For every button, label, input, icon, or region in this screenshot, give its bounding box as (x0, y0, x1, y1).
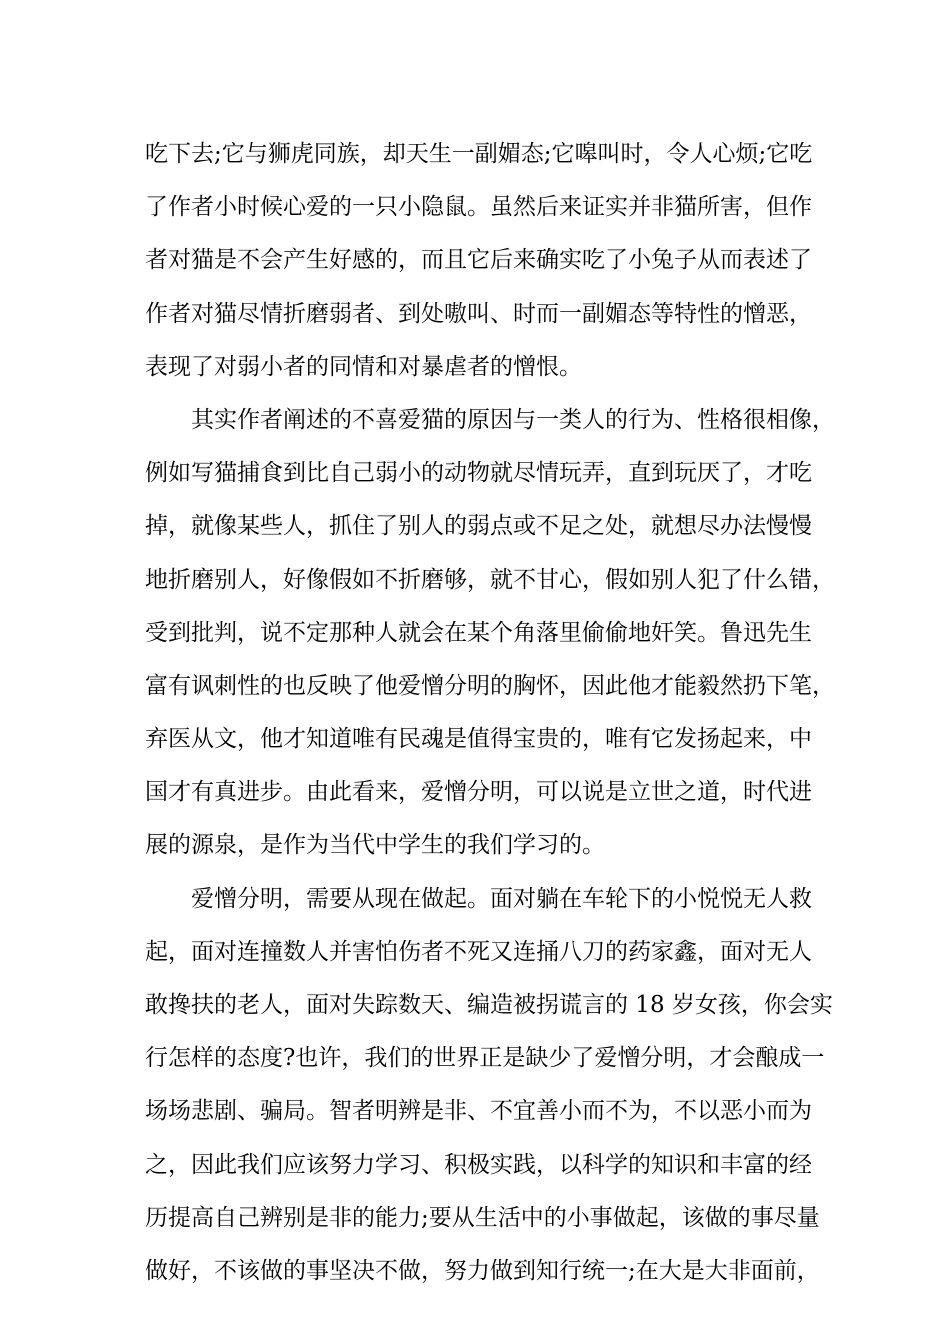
text-line: 受到批判，说不定那种人就会在某个角落里偷偷地奸笑。鲁迅先生 (145, 619, 812, 646)
text-line: 吃下去;它与狮虎同族，却天生一副媚态;它嗥叫时，令人心烦;它吃 (145, 141, 813, 167)
text-line: 地折磨别人，好像假如不折磨够，就不甘心，假如别人犯了什么错， (145, 566, 835, 593)
text-line: 掉，就像某些人，抓住了别人的弱点或不足之处，就想尽办法慢慢 (145, 513, 812, 540)
paragraph-first-line: 爱憎分明，需要从现在做起。面对躺在车轮下的小悦悦无人救 (191, 885, 812, 912)
text-line: 起，面对连撞数人并害怕伤者不死又连捅八刀的药家鑫，面对无人 (145, 938, 812, 965)
text-line: 表现了对弱小者的同情和对暴虐者的憎恨。 (145, 353, 582, 380)
text-line: 富有讽刺性的也反映了他爱憎分明的胸怀，因此他才能毅然扔下笔， (145, 672, 835, 699)
text-line: 作者对猫尽情折磨弱者、到处嗷叫、时而一副媚态等特性的憎恶， (145, 300, 812, 327)
text-line: 展的源泉，是作为当代中学生的我们学习的。 (145, 832, 605, 859)
text-line: 历提高自己辨别是非的能力;要从生活中的小事做起，该做的事尽量 (145, 1204, 820, 1231)
paragraph-first-line: 其实作者阐述的不喜爱猫的原因与一类人的行为、性格很相像， (191, 406, 835, 433)
text-line: 做好，不该做的事坚决不做，努力做到知行统一;在大是大非面前， (145, 1257, 820, 1284)
text-line: 敢搀扶的老人，面对失踪数天、编造被拐谎言的 18 岁女孩，你会实 (145, 992, 833, 1018)
text-line: 国才有真进步。由此看来，爱憎分明，可以说是立世之道，时代进 (145, 779, 812, 806)
essay-body (145, 128, 835, 1298)
text-line: 者对猫是不会产生好感的，而且它后来确实吃了小兔子从而表述了 (145, 247, 812, 274)
text-line: 了作者小时候心爱的一只小隐鼠。虽然后来证实并非猫所害，但作 (145, 194, 812, 221)
text-line: 之，因此我们应该努力学习、积极实践，以科学的知识和丰富的经 (145, 1151, 812, 1178)
text-line: 场场悲剧、骗局。智者明辨是非、不宜善小而不为，不以恶小而为 (145, 1098, 812, 1125)
text-line: 弃医从文，他才知道唯有民魂是值得宝贵的，唯有它发扬起来，中 (145, 726, 812, 753)
text-line: 行怎样的态度?也许，我们的世界正是缺少了爱憎分明，才会酿成一 (145, 1045, 825, 1072)
text-line: 例如写猫捕食到比自己弱小的动物就尽情玩弄，直到玩厌了，才吃 (145, 460, 812, 487)
